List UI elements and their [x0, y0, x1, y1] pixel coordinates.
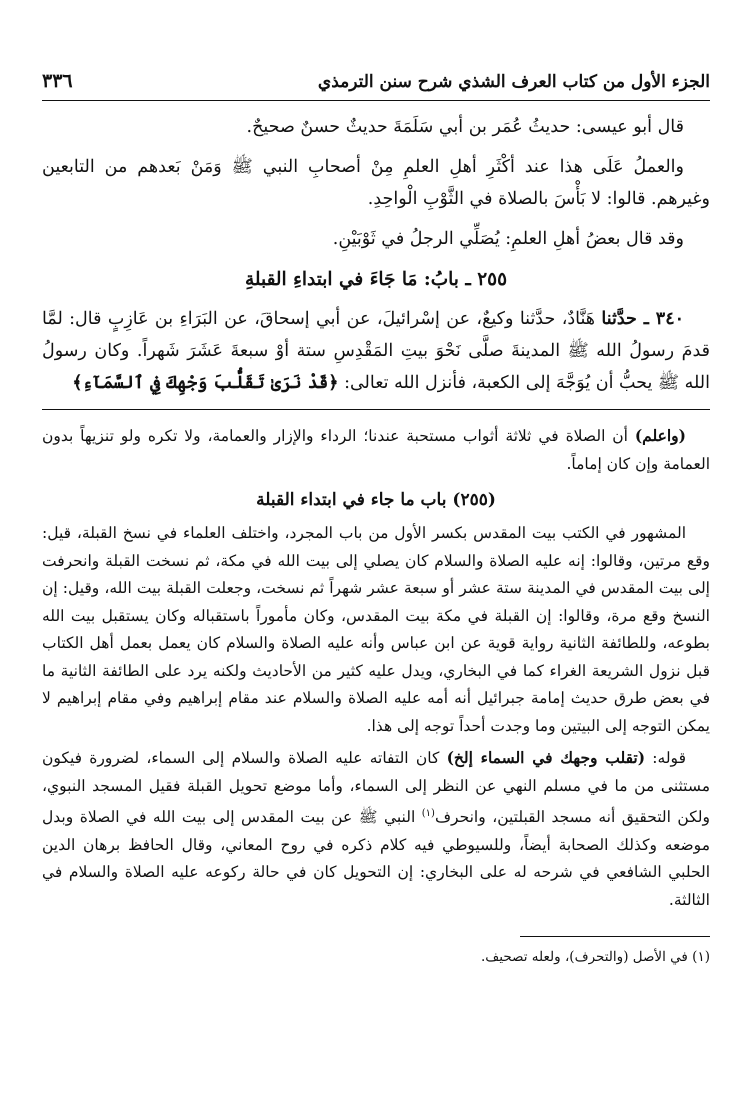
- sharh-chapter-heading: (٢٥٥) باب ما جاء في ابتداء القبلة: [256, 490, 496, 510]
- running-title: الجزء الأول من كتاب العرف الشذي شرح سنن الترمذي: [317, 72, 710, 92]
- page-number: ٣٣٦: [42, 70, 73, 92]
- footnote: (١) في الأصل (والتحرف)، ولعله تصحيف.: [481, 949, 710, 966]
- sharh-paragraph-3: [42, 744, 710, 914]
- matn-paragraph-2: والعملُ عَلَى هذا عند أكْثَرِ أهلِ العلمِ مِنْ أصحابِ النبي ﷺ وَمَنْ بَعدهم من التابعين وغيرهم. قالوا: لا بَأْسَ بالصلاة في الثَّوْبِ الْواحِدِ.: [42, 157, 710, 209]
- sharh-paragraph-2: المشهور في الكتب بيت المقدس بكسر الأول من باب المجرد، واختلف العلماء في نسخ القبلة، قيل: وقع مرتين، وقالوا: إنه عليه الصلاة والسلام كان يصلي إلى بيت الله في مكة، ثم نسخت القبلة وانحرفت إلى بيت المقدس في المدينة ستة عشر أو سبعة عشر شهراً ثم نسخت، وجعلت القبلة بيت الله، وقيل: إن النسخ وقع مرة، وقالوا: إن القبلة في مكة بيت المقدس، وكان مأموراً باستقباله وكان يستقبل بيت الله بطوعه، وللطائفة الثانية رواية قوية عن ابن عباس وأنه عليه الصلاة والسلام كان يعمل بعمل أهل الكتاب قبل نزول الشريعة الغراء كما في البخاري، ويدل عليه كثير من الأحاديث ولكنه يرد على الطائفة الثانية ما في بعض طرق حديث إمامة جبرائيل أنه أمه عليه الصلاة والسلام عند مقام إبراهيم وفي مقام إبراهيم لا يمكن التوجه إلى البيتين وما وجدت أحداً توجه إلى هذا.: [42, 524, 710, 735]
- hadith-text: هَنَّادٌ، حدَّثنا وكيعٌ، عن إسْرائيلَ، عن أبي إسحاقَ، عن البَرَاءِ بن عَازِبٍ قال: لمَّا قدمَ رسولُ الله ﷺ المدينةَ صلَّى نَحْوَ بيتِ المَقْدِسِ ستة أوْ سبعةَ عَشَرَ شَهراً. وكان رسولُ الله ﷺ يحبُّ أن يُوَجَّهَ إلى الكعبة، فأنزل الله تعالى:: [42, 309, 710, 393]
- sharh-text-3b: النبي ﷺ عن بيت المقدس إلى بيت الله في الصلاة وبدل موضعه وكذلك الصحابة أيضاً، وللسيوطي فيه كلام ذكره في روح المعاني، وقال الحافظ برهان الدين الحلبي الشافعي في شرحه له على البخاري: إن التحويل كان في حالة ركوعه عليه الصلاة والسلام في الثالثة.: [42, 808, 710, 909]
- running-header: [42, 0, 710, 92]
- footnote-marker: (١): [421, 808, 435, 819]
- hadith-number: ٣٤٠ ـ حدَّثنا: [601, 309, 684, 329]
- sharh-text-3a: كان التفاته عليه الصلاة والسلام إلى السماء، لضرورة فيكون مستثنى من ما في مسلم النهي عن النظر إلى السماء، وأما موضع تحويل القبلة فقيل المسجد النبوي، ولكن التحقيق أنه مسجد القبلتين، وانحرف: [42, 749, 710, 827]
- footnote-rule: [520, 936, 710, 937]
- matn-paragraph-1: قال أبو عيسى: حديثُ عُمَر بن أبي سَلَمَةَ حديثٌ حسنٌ صحيحٌ.: [246, 117, 684, 137]
- hadith-paragraph: [42, 303, 710, 399]
- chapter-heading: ٢٥٥ ـ بابُ: مَا جَاءَ في ابتداءِ القبلةِ: [244, 269, 508, 290]
- sharh-quoted-phrase: (تقلب وجهك في السماء إلخ): [446, 748, 646, 767]
- section-divider: [42, 409, 710, 410]
- commentary: [42, 422, 710, 914]
- quran-verse: ﴿قَدْ نَرَىٰ تَقَلُّبَ وَجْهِكَ فِي ٱلسَّمَآءِ﴾: [72, 373, 339, 393]
- main-text: [42, 111, 710, 399]
- sharh-paragraph-1: [42, 422, 710, 478]
- matn-paragraph-3: وقد قال بعضُ أهلِ العلمِ: يُصَلِّي الرجلُ في ثَوْبَيْنِ.: [332, 229, 684, 249]
- header-rule: [42, 100, 710, 101]
- sharh-qawluhu: قوله:: [645, 749, 686, 767]
- sharh-bold-lead: (واعلم): [634, 426, 686, 445]
- sharh-text-1: أن الصلاة في ثلاثة أثواب مستحبة عندنا؛ الرداء والإزار والعمامة، ولا تكره ولو تنزيهاً بدون العمامة وإن كان إماماً.: [42, 427, 710, 473]
